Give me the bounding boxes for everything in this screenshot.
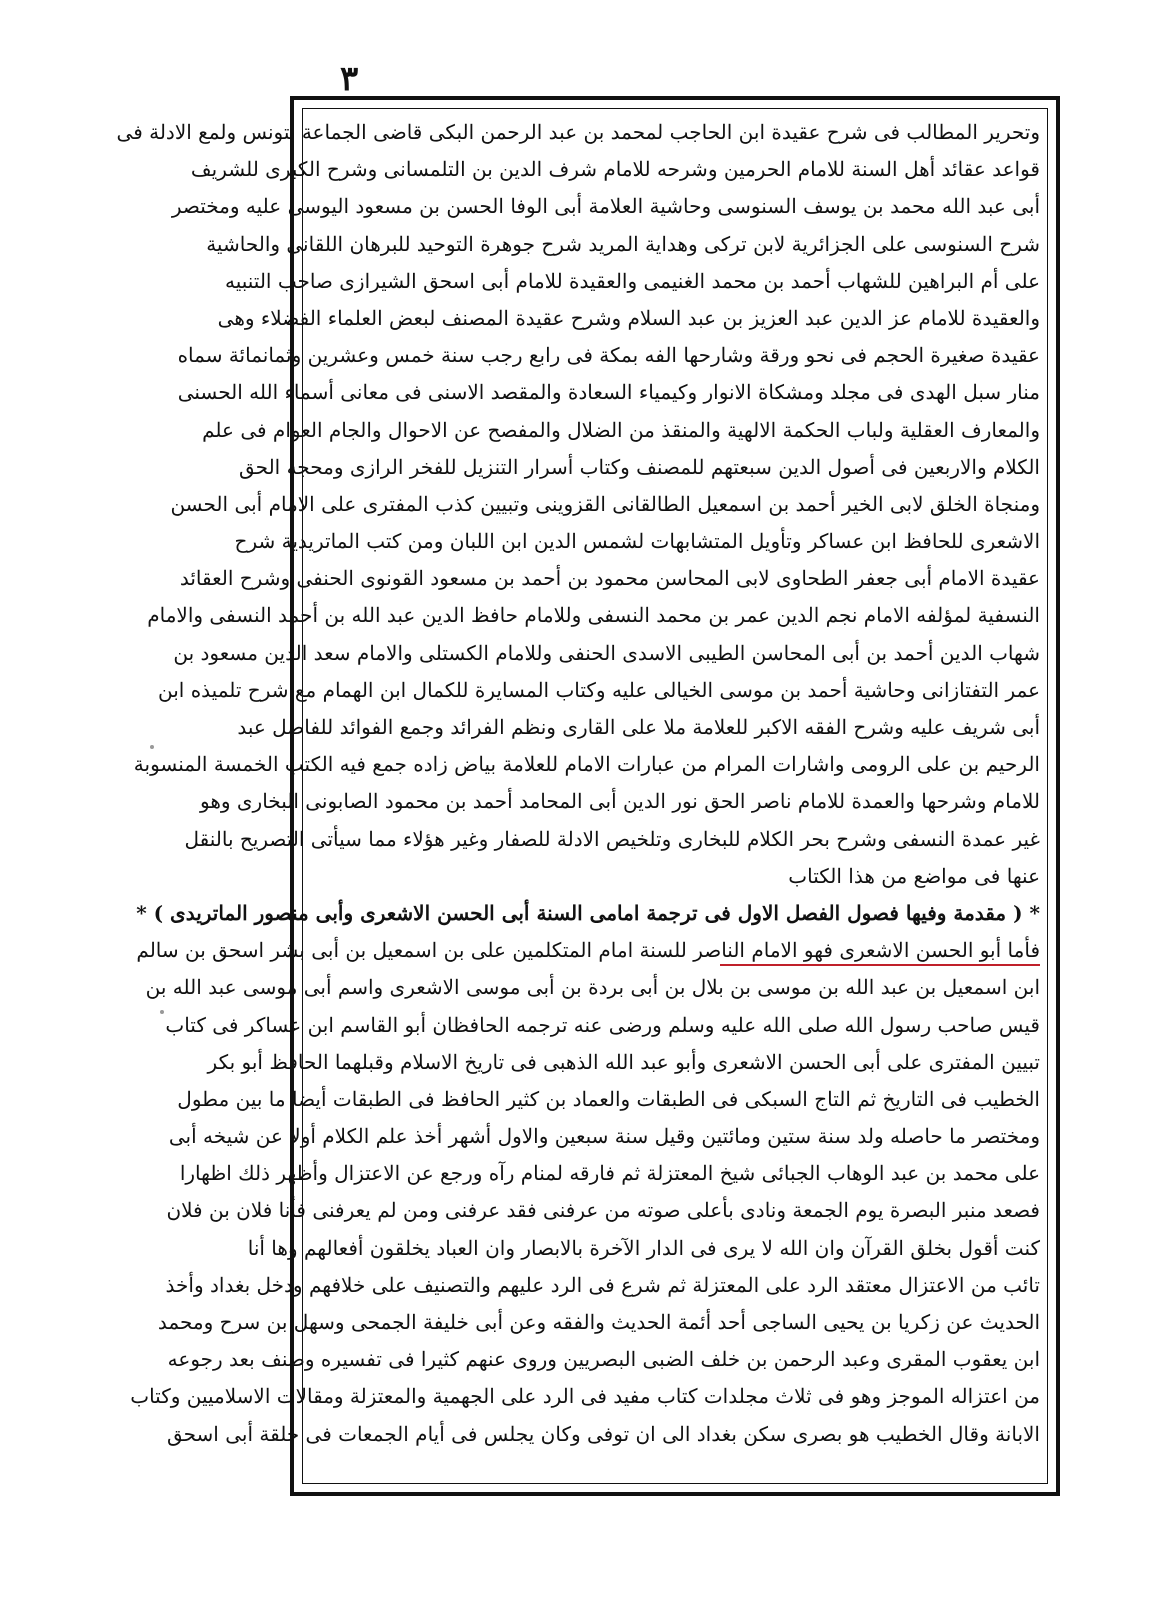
main-text [116, 114, 1040, 1476]
text-line: النسفية لمؤلفه الامام نجم الدين عمر بن محمد النسفى وللامام حافظ الدين عبد الله بن أحمد النسفى والامام [147, 603, 1040, 628]
text-line: الحديث عن زكريا بن يحيى الساجى أحد أئمة الحديث والفقه وعن أبى خليفة الجمحى وسهل بن سرح ومحمد [157, 1310, 1040, 1334]
text-line: ابن يعقوب المقرى وعبد الرحمن بن خلف الضبى البصريين وروى عنهم كثيرا فى تفسيره وصنف بعد رجوعه [167, 1347, 1040, 1372]
text-line: أبى شريف عليه وشرح الفقه الاكبر للعلامة ملا على القارى ونظم الفرائد وجمع الفوائد للفاضل عبد [237, 715, 1040, 739]
text-line: تبيين المفترى على أبى الحسن الاشعرى وأبو عبد الله الذهبى فى تاريخ الاسلام وقبلهما الحافظ أبو بكر [207, 1049, 1040, 1074]
text-line: عقيدة الامام أبى جعفر الطحاوى لابى المحاسن محمود بن أحمد بن مسعود القونوى الحنفى وشرح العقائد [179, 566, 1040, 591]
text-line: غير عمدة النسفى وشرح بحر الكلام للبخارى وتلخيص الادلة للصفار وغير هؤلاء مما سيأتى التصريح بالنقل [184, 826, 1040, 851]
text-line: الاشعرى للحافظ ابن عساكر وتأويل المتشابهات لشمس الدين ابن اللبان ومن كتب الماتريدية شرح [234, 529, 1040, 554]
text-line: الخطيب فى التاريخ ثم التاج السبكى فى الطبقات والعماد بن كثير الحافظ فى الطبقات أيضا ما بين مطول [177, 1086, 1040, 1111]
text-line: ومختصر ما حاصله ولد سنة ستين ومائتين وقيل سنة سبعين والاول أشهر أخذ علم الكلام أولا عن شيخه أبى [168, 1124, 1040, 1149]
text-line: على أم البراهين للشهاب أحمد بن محمد الغنيمى والعقيدة للامام أبى اسحق الشيرازى صاحب التنبيه [224, 268, 1040, 293]
highlighted-line [136, 932, 1040, 969]
text-line: الكلام والاربعين فى أصول الدين سبعتهم للمصنف وكتاب أسرار التنزيل للفخر الرازى ومحجة الحق [238, 454, 1040, 479]
text-line: عقيدة صغيرة الحجم فى نحو ورقة وشارحها الفه بمكة فى رابع رجب سنة خمس وعشرين وثمانمائة سماه [177, 343, 1040, 368]
text-line: منار سبل الهدى فى مجلد ومشكاة الانوار وكيمياء السعادة والمقصد الاسنى فى معانى أسماء الله الحسنى [177, 380, 1040, 405]
text-line: الرحيم بن على الرومى واشارات المرام من عبارات الامام للعلامة بياض زاده جمع فيه الكتب الخمسة المنسوبة [133, 752, 1040, 777]
text-line: تائب من الاعتزال معتقد الرد على المعتزلة ثم شرع فى الرد عليهم والتصنيف على خلافهم ودخل بغداد وأخذ [165, 1272, 1040, 1297]
text-line: عمر التفتازانى وحاشية أحمد بن موسى الخيالى عليه وكتاب المسايرة للكمال ابن الهمام مع شرح تلميذه ابن [157, 677, 1040, 702]
text-line: كنت أقول بخلق القرآن وان الله لا يرى فى الدار الآخرة بالابصار وان العباد يخلقون أفعالهم وها أنا [247, 1235, 1040, 1260]
text-line: أبى عبد الله محمد بن يوسف السنوسى وحاشية العلامة أبى الوفا الحسن بن مسعود اليوسى عليه ومختصر [171, 194, 1040, 219]
text-line: شهاب الدين أحمد بن أبى المحاسن الطيبى الاسدى الحنفى وللامام الكستلى والامام سعد الدين مسعود بن [173, 640, 1040, 665]
text-line: عنها فى مواضع من هذا الكتاب [788, 863, 1040, 888]
text-line: قيس صاحب رسول الله صلى الله عليه وسلم ورضى عنه ترجمه الحافظان أبو القاسم ابن عساكر فى كتاب [165, 1012, 1040, 1037]
text-line: شرح السنوسى على الجزائرية لابن تركى وهداية المريد شرح جوهرة التوحيد للبرهان اللقانى والحاشية [206, 231, 1040, 256]
text-line: من اعتزاله الموجز وهو فى ثلاث مجلدات كتاب مفيد فى الرد على الجهمية والمعتزلة ومقالات الاسلاميين وكتاب [130, 1384, 1040, 1409]
text-line: الابانة وقال الخطيب هو بصرى سكن بغداد الى ان توفى وكان يجلس فى أيام الجمعات فى حلقة أبى اسحق [166, 1421, 1040, 1446]
text-line: وتحرير المطالب فى شرح عقيدة ابن الحاجب لمحمد بن عبد الرحمن البكى قاضى الجماعة بتونس ولمع الادلة فى [116, 120, 1040, 144]
text-line: والعقيدة للامام عز الدين عبد العزيز بن عبد السلام وشرح عقيدة المصنف لبعض العلماء الفضلاء وهى [217, 305, 1040, 330]
section-heading: * ( مقدمة وفيها فصول الفصل الاول فى ترجمة امامى السنة أبى الحسن الاشعرى وأبى منصور الماتريدى ) * [136, 900, 1040, 925]
text-line: على محمد بن عبد الوهاب الجبائى شيخ المعتزلة ثم فارقه لمنام رآه ورجع عن الاعتزال وأظهر ذلك اظهارا [179, 1161, 1040, 1186]
text-line: قواعد عقائد أهل السنة للامام الحرمين وشرحه للامام شرف الدين بن التلمسانى وشرح الكبرى للشريف [190, 157, 1040, 182]
text-line: للامام وشرحها والعمدة للامام ناصر الحق نور الدين أبى المحامد أحمد بن محمود الصابونى البخارى وهو [199, 789, 1040, 814]
text-line-content: فأما أبو الحسن الاشعرى فهو الامام الناصر للسنة امام المتكلمين على بن اسمعيل بن أبى بشر اسحق بن سالم [136, 938, 1040, 963]
text-line: ابن اسمعيل بن عبد الله بن موسى بن بلال بن أبى بردة بن أبى موسى الاشعرى واسم أبى موسى عبد الله بن [145, 975, 1040, 1000]
scan-speck [160, 1010, 164, 1014]
scan-speck [150, 745, 154, 749]
text-line: والمعارف العقلية ولباب الحكمة الالهية والمنقذ من الضلال والمفصح عن الاحوال والجام العوام فى علم [202, 417, 1040, 442]
text-line: فصعد منبر البصرة يوم الجمعة ونادى بأعلى صوته من عرفنى فقد عرفنى ومن لم يعرفنى فأنا فلان بن فلان [166, 1198, 1040, 1223]
red-underline [720, 964, 1040, 966]
text-line: ومنجاة الخلق لابى الخير أحمد بن اسمعيل الطالقانى القزوينى وتبيين كذب المفترى على الامام أبى الحسن [170, 491, 1040, 516]
page-number: ٣ [340, 59, 359, 99]
